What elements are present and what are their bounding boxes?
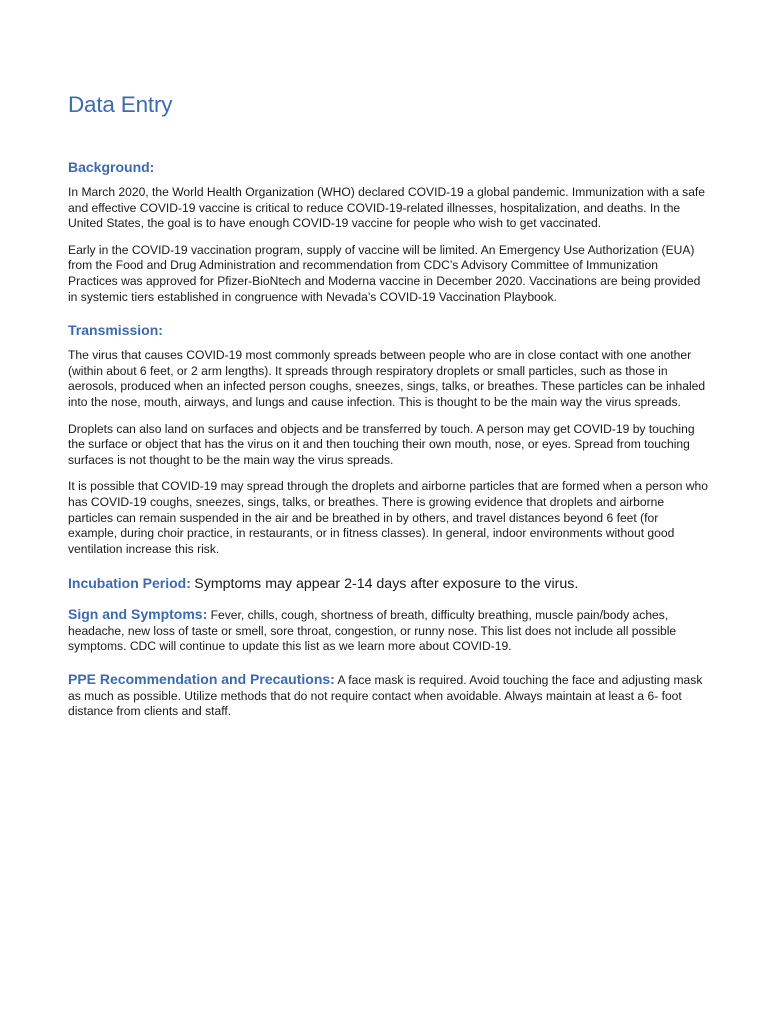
transmission-heading: Transmission: <box>68 322 163 339</box>
incubation-section <box>68 574 708 593</box>
ppe-heading: PPE Recommendation and Precautions: <box>68 671 335 688</box>
transmission-paragraph-2: Droplets can also land on surfaces and objects and be transferred by touch. A person may get COVID-19 by touching the surface or object that has the virus on it and then touching their own mouth, nose, or eyes. Spread from touching surfaces is not thought to be the main way the virus spreads. <box>68 421 695 467</box>
incubation-heading: Incubation Period: <box>68 575 191 592</box>
document-page <box>68 90 708 720</box>
symptoms-heading: Sign and Symptoms: <box>68 606 208 623</box>
transmission-paragraph-1: The virus that causes COVID-19 most commonly spreads between people who are in close contact with one another (within about 6 feet, or 2 arm lengths). It spreads through respiratory droplets or small particles, such as those in aerosols, produced when an infected person coughs, sneezes, sings, talks, or breathes. These particles can be inhaled into the nose, mouth, airways, and lungs and cause infection. This is thought to be the main way the virus spreads. <box>68 348 706 409</box>
symptoms-text: Fever, chills, cough, shortness of breath, difficulty breathing, muscle pain/body aches, headache, new loss of taste or smell, sore throat, congestion, or runny nose. This list does not include all possible symptoms. CDC will continue to update this list as we learn more about COVID-19. <box>68 608 677 654</box>
transmission-paragraph-3: It is possible that COVID-19 may spread through the droplets and airborne particles that are formed when a person who has COVID-19 coughs, sneezes, sings, talks, or breathes. There is growing evidence that droplets and airborne particles can remain suspended in the air and be breathed in by others, and travel distances beyond 6 feet (for example, during choir practice, in restaurants, or in fitness classes). In general, indoor environments without good ventilation increase this risk. <box>68 479 708 556</box>
ppe-text: A face mask is required. Avoid touching the face and adjusting mask as much as possible. Utilize methods that do not require contact when avoidable. Always maintain at least a 6- foot distance from clients and staff. <box>68 673 703 719</box>
background-heading: Background: <box>68 159 155 175</box>
ppe-section <box>68 672 708 720</box>
symptoms-section <box>68 607 708 655</box>
page-title: Data Entry <box>68 92 173 117</box>
background-paragraph-1: In March 2020, the World Health Organization (WHO) declared COVID-19 a global pandemic. Immunization with a safe and effective COVID-19 vaccine is critical to reduce COVID-19-related illnesses, hospitalization, and deaths. In the United States, the goal is to have enough COVID-19 vaccine for people who wish to get vaccinated. <box>68 185 706 231</box>
background-paragraph-2: Early in the COVID-19 vaccination program, supply of vaccine will be limited. An Emergency Use Authorization (EUA) from the Food and Drug Administration and recommendation from CDC’s Advisory Committee of Immunization Practices was approved for Pfizer-BioNtech and Moderna vaccine in December 2020. Vaccinations are being provided in systemic tiers established in congruence with Nevada’s COVID-19 Vaccination Playbook. <box>68 242 701 304</box>
incubation-text: Symptoms may appear 2-14 days after exposure to the virus. <box>194 576 579 593</box>
